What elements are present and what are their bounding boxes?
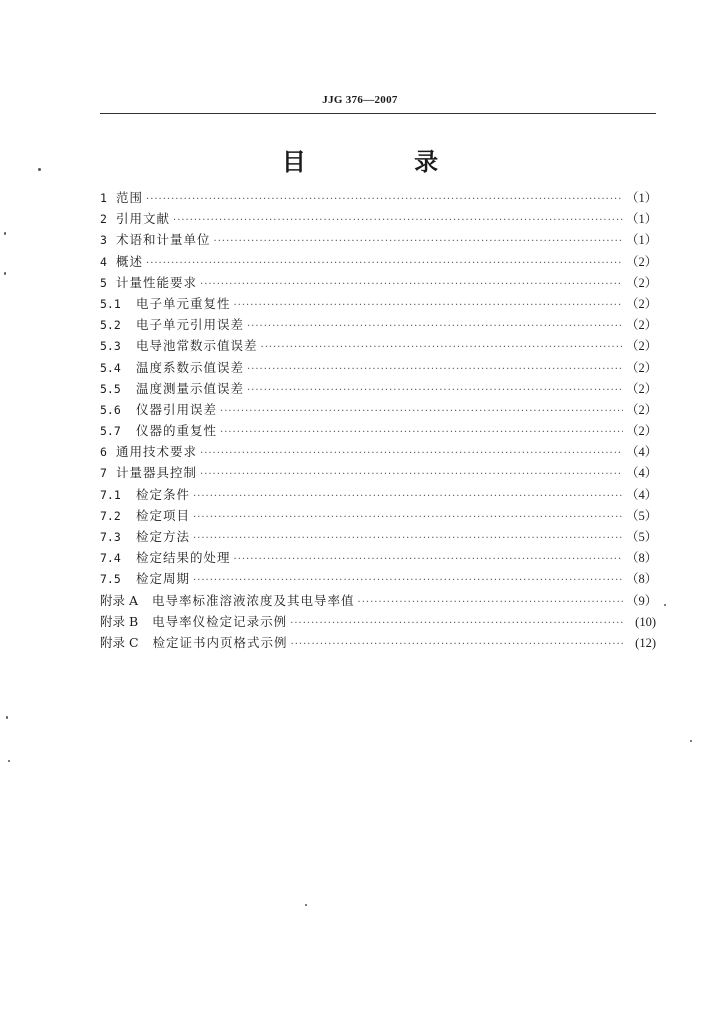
toc-entry-label: 范围 [116, 190, 144, 205]
toc-entry-number: 5 [100, 275, 107, 290]
toc-entry-label: 检定项目 [136, 507, 191, 523]
toc-entry-page: （2） [626, 254, 658, 269]
toc-leader-dots [193, 512, 623, 523]
header-divider [100, 113, 656, 114]
toc-entry [100, 209, 656, 230]
toc-leader-dots [193, 533, 623, 544]
toc-entry-number: 5.6 [100, 402, 121, 417]
toc-entry-label: 检定证书内页格式示例 [152, 634, 288, 650]
toc-entry-number: 5.3 [100, 339, 121, 354]
toc-leader-dots [261, 342, 623, 353]
toc-entry-number: 7.4 [100, 551, 121, 566]
toc-leader-dots [290, 618, 623, 629]
page-title: 目 录 [281, 148, 489, 176]
toc-entry [100, 400, 656, 421]
toc-entry-label: 检定方法 [136, 529, 191, 544]
toc-entry-page: （8） [626, 572, 658, 587]
toc-entry-number: 5.1 [100, 296, 121, 311]
toc-entry-label: 电导池常数示值误差 [136, 338, 258, 354]
toc-entry [100, 527, 656, 548]
toc-entry-number: 6 [100, 445, 107, 460]
toc-entry-number: 5.7 [100, 424, 121, 439]
toc-entry-number: 7.3 [100, 530, 121, 544]
toc-entry-page: （4） [626, 445, 658, 460]
toc-entry-page: （2） [626, 296, 658, 311]
toc-leader-dots [358, 597, 623, 608]
toc-leader-dots [200, 279, 623, 290]
toc-entry-number: 附录 A [100, 592, 139, 608]
toc-entry-label: 术语和计量单位 [116, 232, 211, 248]
toc-entry [100, 336, 656, 357]
standard-code: JJG 376—2007 [322, 94, 398, 106]
toc-leader-dots [291, 639, 623, 650]
toc-entry-page: （2） [626, 381, 658, 396]
toc-entry-label: 仪器引用误差 [136, 401, 218, 417]
toc-leader-dots [173, 215, 623, 226]
toc-leader-dots [247, 321, 623, 332]
toc-entry-page: （2） [626, 402, 658, 417]
toc-entry-number: 5.4 [100, 360, 121, 375]
toc-entry-label: 检定周期 [136, 571, 191, 587]
toc-entry-label: 仪器的重复性 [136, 423, 218, 439]
toc-leader-dots [214, 236, 623, 247]
toc-leader-dots [234, 300, 623, 311]
toc-entry-page: （2） [626, 318, 658, 333]
toc-entry [100, 315, 656, 336]
scan-speck [4, 272, 6, 275]
toc-entry-page: （2） [626, 339, 658, 354]
toc-entry [100, 612, 656, 633]
scan-speck [8, 760, 10, 762]
toc-entry-label: 概述 [116, 253, 144, 269]
scan-speck [664, 604, 666, 606]
toc-entry [100, 591, 656, 612]
toc-entry-label: 电子单元引用误差 [136, 317, 245, 333]
toc-entry-number: 附录 B [100, 613, 139, 629]
toc-entry-label: 检定结果的处理 [136, 550, 231, 566]
table-of-contents [100, 188, 656, 654]
toc-leader-dots [193, 575, 623, 586]
toc-entry-label: 检定条件 [136, 486, 191, 502]
toc-leader-dots [193, 491, 623, 502]
toc-entry [100, 633, 656, 654]
scan-speck [305, 904, 307, 906]
toc-entry [100, 188, 656, 209]
toc-entry [100, 569, 656, 590]
toc-entry-label: 计量器具控制 [116, 465, 198, 481]
toc-leader-dots [247, 364, 623, 375]
toc-entry-label: 计量性能要求 [116, 274, 198, 290]
toc-leader-dots [220, 427, 623, 438]
toc-entry-label: 引用文献 [116, 211, 171, 227]
toc-entry [100, 548, 656, 569]
toc-entry-number: 7.2 [100, 508, 121, 523]
toc-leader-dots [247, 385, 623, 396]
toc-entry-label: 温度系数示值误差 [136, 359, 245, 375]
toc-leader-dots [146, 194, 623, 205]
toc-entry-page: （2） [626, 275, 658, 290]
toc-leader-dots [234, 554, 623, 565]
scan-speck [4, 232, 6, 235]
toc-leader-dots [146, 258, 623, 269]
toc-entry-page: （4） [626, 466, 658, 481]
toc-entry-page: （4） [626, 487, 658, 502]
toc-entry-page: （9） [626, 593, 658, 608]
scan-speck [690, 740, 692, 742]
toc-entry-number: 7.1 [100, 487, 121, 502]
toc-leader-dots [200, 469, 623, 480]
toc-entry-page: （5） [626, 508, 658, 523]
toc-entry-number: 附录 C [100, 634, 139, 650]
toc-entry [100, 358, 656, 379]
scan-speck [38, 168, 41, 171]
scan-speck [6, 716, 8, 719]
toc-entry-number: 1 [100, 191, 107, 205]
toc-entry-page: （1） [626, 191, 658, 205]
toc-entry-page: （1） [626, 212, 658, 227]
toc-entry [100, 273, 656, 294]
toc-entry-number: 5.5 [100, 381, 121, 396]
toc-entry-number: 4 [100, 254, 107, 269]
toc-entry-label: 电子单元重复性 [136, 295, 231, 311]
toc-entry-number: 3 [100, 233, 107, 248]
toc-entry-number: 2 [100, 212, 107, 227]
toc-entry-page: (10) [635, 614, 656, 629]
toc-entry [100, 252, 656, 273]
toc-entry-label: 电导率仪检定记录示例 [152, 613, 288, 629]
toc-entry-label: 温度测量示值误差 [136, 380, 245, 396]
toc-entry [100, 421, 656, 442]
toc-entry-page: （2） [626, 424, 658, 439]
toc-entry-page: （5） [626, 530, 658, 544]
toc-entry-number: 7 [100, 466, 107, 481]
toc-entry [100, 463, 656, 484]
toc-leader-dots [200, 448, 623, 459]
toc-entry-label: 电导率标准溶液浓度及其电导率值 [152, 592, 355, 608]
toc-entry-number: 5.2 [100, 318, 121, 333]
toc-entry-label: 通用技术要求 [116, 444, 198, 460]
toc-entry-page: （8） [626, 551, 658, 566]
toc-entry [100, 506, 656, 527]
toc-entry [100, 294, 656, 315]
toc-entry-number: 7.5 [100, 572, 121, 587]
toc-entry-page: (12) [635, 635, 656, 650]
toc-entry-page: （2） [626, 360, 658, 375]
toc-leader-dots [220, 406, 623, 417]
toc-entry [100, 442, 656, 463]
toc-entry [100, 230, 656, 251]
toc-entry [100, 485, 656, 506]
toc-entry-page: （1） [626, 233, 658, 248]
toc-entry [100, 379, 656, 400]
